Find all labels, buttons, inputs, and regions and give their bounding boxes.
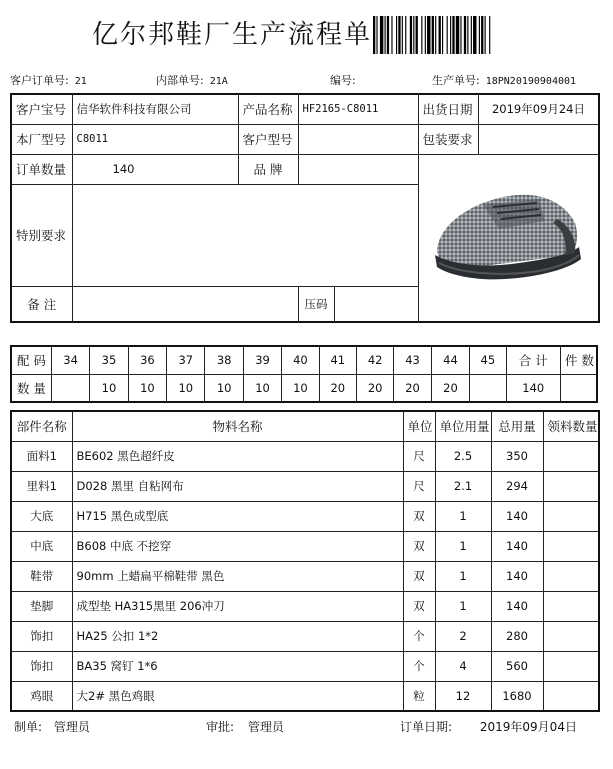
material-row: [11, 471, 599, 501]
material-row: [11, 621, 599, 651]
size-cell: 44: [431, 346, 469, 374]
internal-order-label: 内部单号:: [156, 74, 204, 87]
material-row: [11, 441, 599, 471]
barcode-bar: [396, 16, 397, 54]
barcode-bar: [380, 16, 383, 54]
order-date-value: 2019年09月04日: [479, 720, 577, 734]
header-material: 物料名称: [72, 411, 403, 441]
factory-model-value: C8011: [72, 124, 238, 154]
barcode-bar: [391, 16, 392, 54]
document-title: 亿尔邦鞋厂生产流程单: [92, 20, 373, 50]
ship-date-label: 出货日期: [418, 94, 478, 124]
number-label: 编号:: [330, 74, 356, 87]
material-name: BA35 窝钉 1*6: [72, 651, 403, 681]
material-unit: 双: [403, 531, 435, 561]
material-name: H715 黑色成型底: [72, 501, 403, 531]
order-qty-value: 140: [72, 154, 238, 184]
material-part: 鸡眼: [11, 681, 72, 711]
qty-cell: 10: [128, 374, 166, 402]
barcode-bar: [456, 16, 459, 54]
barcode-bar: [442, 16, 443, 54]
production-no-label: 生产单号:: [432, 74, 480, 87]
total-label: 合 计: [506, 346, 561, 374]
internal-order-no: [156, 72, 228, 88]
size-quantity-table: [10, 345, 598, 403]
qty-cell: 10: [167, 374, 205, 402]
barcode-bar: [479, 16, 480, 54]
order-qty-label: 订单数量: [11, 154, 72, 184]
remark-value: [72, 286, 298, 322]
barcode-bar: [405, 16, 406, 54]
pieces-label: 件 数: [561, 346, 597, 374]
material-part: 饰扣: [11, 621, 72, 651]
size-cell: 36: [128, 346, 166, 374]
material-total-usage: 140: [491, 531, 543, 561]
barcode-bar: [452, 16, 454, 54]
header-unit: 单位: [403, 411, 435, 441]
material-issued: [543, 591, 599, 621]
maker-value: 管理员: [53, 720, 90, 734]
barcode-bar: [439, 16, 441, 54]
header-issued: 领料数量: [543, 411, 599, 441]
ship-date-value: 2019年09月24日: [478, 94, 599, 124]
material-row: [11, 561, 599, 591]
material-total-usage: 350: [491, 441, 543, 471]
material-total-usage: 140: [491, 591, 543, 621]
material-part: 大底: [11, 501, 72, 531]
sneaker-photo: [419, 159, 599, 313]
barcode-bar: [427, 16, 430, 54]
quantity-row: [11, 374, 597, 402]
size-cell: 45: [470, 346, 506, 374]
number-field: [330, 72, 356, 88]
material-total-usage: 1680: [491, 681, 543, 711]
barcode-bar: [473, 16, 476, 54]
material-part: 中底: [11, 531, 72, 561]
qty-cell: 20: [357, 374, 394, 402]
product-name-label: 产品名称: [238, 94, 298, 124]
customer-label: 客户宝号: [11, 94, 72, 124]
material-unit: 个: [403, 651, 435, 681]
packaging-value: [478, 124, 599, 154]
material-unit: 个: [403, 621, 435, 651]
customer-model-label: 客户型号: [238, 124, 298, 154]
barcode-bar: [385, 16, 386, 54]
material-issued: [543, 471, 599, 501]
barcode-bar: [416, 16, 418, 54]
material-unit-usage: 1: [435, 501, 491, 531]
material-row: [11, 591, 599, 621]
size-row: [11, 346, 597, 374]
barcode-bar: [489, 16, 490, 54]
qty-cell: 20: [319, 374, 356, 402]
material-unit: 双: [403, 501, 435, 531]
customer-order-no: [10, 72, 87, 88]
product-photo-cell: [418, 154, 599, 322]
maker-field: [14, 718, 90, 735]
reviewer-label: 审批:: [206, 720, 235, 734]
qty-cell: 10: [282, 374, 319, 402]
barcode-bar: [464, 16, 466, 54]
material-unit-usage: 4: [435, 651, 491, 681]
size-label: 配 码: [11, 346, 51, 374]
brand-value: [298, 154, 418, 184]
barcode-image: [371, 16, 597, 54]
factory-model-label: 本厂型号: [11, 124, 72, 154]
material-total-usage: 294: [491, 471, 543, 501]
barcode-bar: [467, 16, 468, 54]
material-total-usage: 140: [491, 501, 543, 531]
material-total-usage: 140: [491, 561, 543, 591]
reviewer-value: 管理员: [247, 720, 284, 734]
qty-cell: 10: [90, 374, 128, 402]
barcode-bar: [410, 16, 412, 54]
press-label: 压码: [299, 287, 335, 321]
header-part: 部件名称: [11, 411, 72, 441]
header-total-usage: 总用量: [491, 411, 543, 441]
product-name-value: HF2165-C8011: [298, 94, 418, 124]
barcode-bar: [413, 16, 414, 54]
brand-label: 品 牌: [238, 154, 298, 184]
material-unit: 粒: [403, 681, 435, 711]
qty-cell: [51, 374, 89, 402]
qty-cell: 10: [243, 374, 281, 402]
material-unit: 尺: [403, 471, 435, 501]
material-unit: 双: [403, 591, 435, 621]
barcode-bar: [387, 16, 389, 54]
size-cell: 35: [90, 346, 128, 374]
material-unit-usage: 2.1: [435, 471, 491, 501]
material-part: 里料1: [11, 471, 72, 501]
barcode-bar: [450, 16, 451, 54]
barcode-bar: [421, 16, 422, 54]
total-value: 140: [506, 374, 561, 402]
material-unit-usage: 1: [435, 561, 491, 591]
qty-cell: 10: [205, 374, 243, 402]
material-name: 大2# 黑色鸡眼: [72, 681, 403, 711]
material-issued: [543, 651, 599, 681]
customer-model-value: [298, 124, 418, 154]
production-no-value: 18PN20190904001: [485, 76, 577, 87]
size-cell: 43: [394, 346, 431, 374]
material-name: B608 中底 不挖穿: [72, 531, 403, 561]
customer-order-value: 21: [74, 76, 87, 87]
material-name: D028 黑里 自粘网布: [72, 471, 403, 501]
material-issued: [543, 441, 599, 471]
material-name: 90mm 上蜡扁平棉鞋带 黑色: [72, 561, 403, 591]
material-part: 鞋带: [11, 561, 72, 591]
material-name: HA25 公扣 1*2: [72, 621, 403, 651]
customer-order-label: 客户订单号:: [10, 74, 69, 87]
material-unit-usage: 1: [435, 531, 491, 561]
pieces-value: [561, 374, 597, 402]
barcode-bar: [481, 16, 483, 54]
material-row: [11, 651, 599, 681]
barcode-bar: [398, 16, 400, 54]
size-cell: 41: [319, 346, 356, 374]
barcode-bar: [373, 16, 375, 54]
size-cell: 39: [243, 346, 281, 374]
size-cell: 38: [205, 346, 243, 374]
materials-header-row: [11, 411, 599, 441]
material-part: 面料1: [11, 441, 72, 471]
material-issued: [543, 531, 599, 561]
qty-cell: 20: [431, 374, 469, 402]
qty-cell: [470, 374, 506, 402]
material-name: BE602 黑色超纤皮: [72, 441, 403, 471]
material-unit: 双: [403, 561, 435, 591]
barcode-bar: [376, 16, 377, 54]
special-req-value: [72, 184, 418, 286]
materials-table: [10, 410, 600, 712]
order-date-field: [400, 718, 577, 735]
barcode-bar: [402, 16, 403, 54]
barcode-bar: [432, 16, 434, 54]
material-issued: [543, 681, 599, 711]
press-cell: [298, 286, 418, 322]
material-total-usage: 560: [491, 651, 543, 681]
qty-cell: 20: [394, 374, 431, 402]
header-unit-usage: 单位用量: [435, 411, 491, 441]
size-cell: 42: [357, 346, 394, 374]
size-cell: 34: [51, 346, 89, 374]
material-part: 饰扣: [11, 651, 72, 681]
material-unit-usage: 2.5: [435, 441, 491, 471]
material-issued: [543, 561, 599, 591]
internal-order-value: 21A: [209, 76, 228, 87]
production-order-no: [432, 72, 576, 88]
material-unit-usage: 1: [435, 591, 491, 621]
size-cell: 40: [282, 346, 319, 374]
barcode-bar: [425, 16, 426, 54]
customer-value: 信华软件科技有限公司: [72, 94, 238, 124]
maker-label: 制单:: [14, 720, 43, 734]
remark-label: 备 注: [11, 286, 72, 322]
quantity-label: 数 量: [11, 374, 51, 402]
material-issued: [543, 501, 599, 531]
material-part: 垫脚: [11, 591, 72, 621]
material-issued: [543, 621, 599, 651]
packaging-label: 包装要求: [418, 124, 478, 154]
size-cell: 37: [167, 346, 205, 374]
material-total-usage: 280: [491, 621, 543, 651]
order-header-table: [10, 93, 600, 323]
material-unit: 尺: [403, 441, 435, 471]
barcode-bar: [471, 16, 472, 54]
barcode-bar: [460, 16, 461, 54]
barcode-bar: [435, 16, 436, 54]
barcode-bar: [447, 16, 448, 54]
barcode-bar: [485, 16, 486, 54]
material-unit-usage: 12: [435, 681, 491, 711]
material-name: 成型垫 HA315黑里 206冲刀: [72, 591, 403, 621]
material-row: [11, 501, 599, 531]
reviewer-field: [206, 718, 284, 735]
material-unit-usage: 2: [435, 621, 491, 651]
material-row: [11, 681, 599, 711]
special-req-label: 特别要求: [11, 184, 72, 286]
order-date-label: 订单日期:: [400, 720, 453, 734]
material-row: [11, 531, 599, 561]
